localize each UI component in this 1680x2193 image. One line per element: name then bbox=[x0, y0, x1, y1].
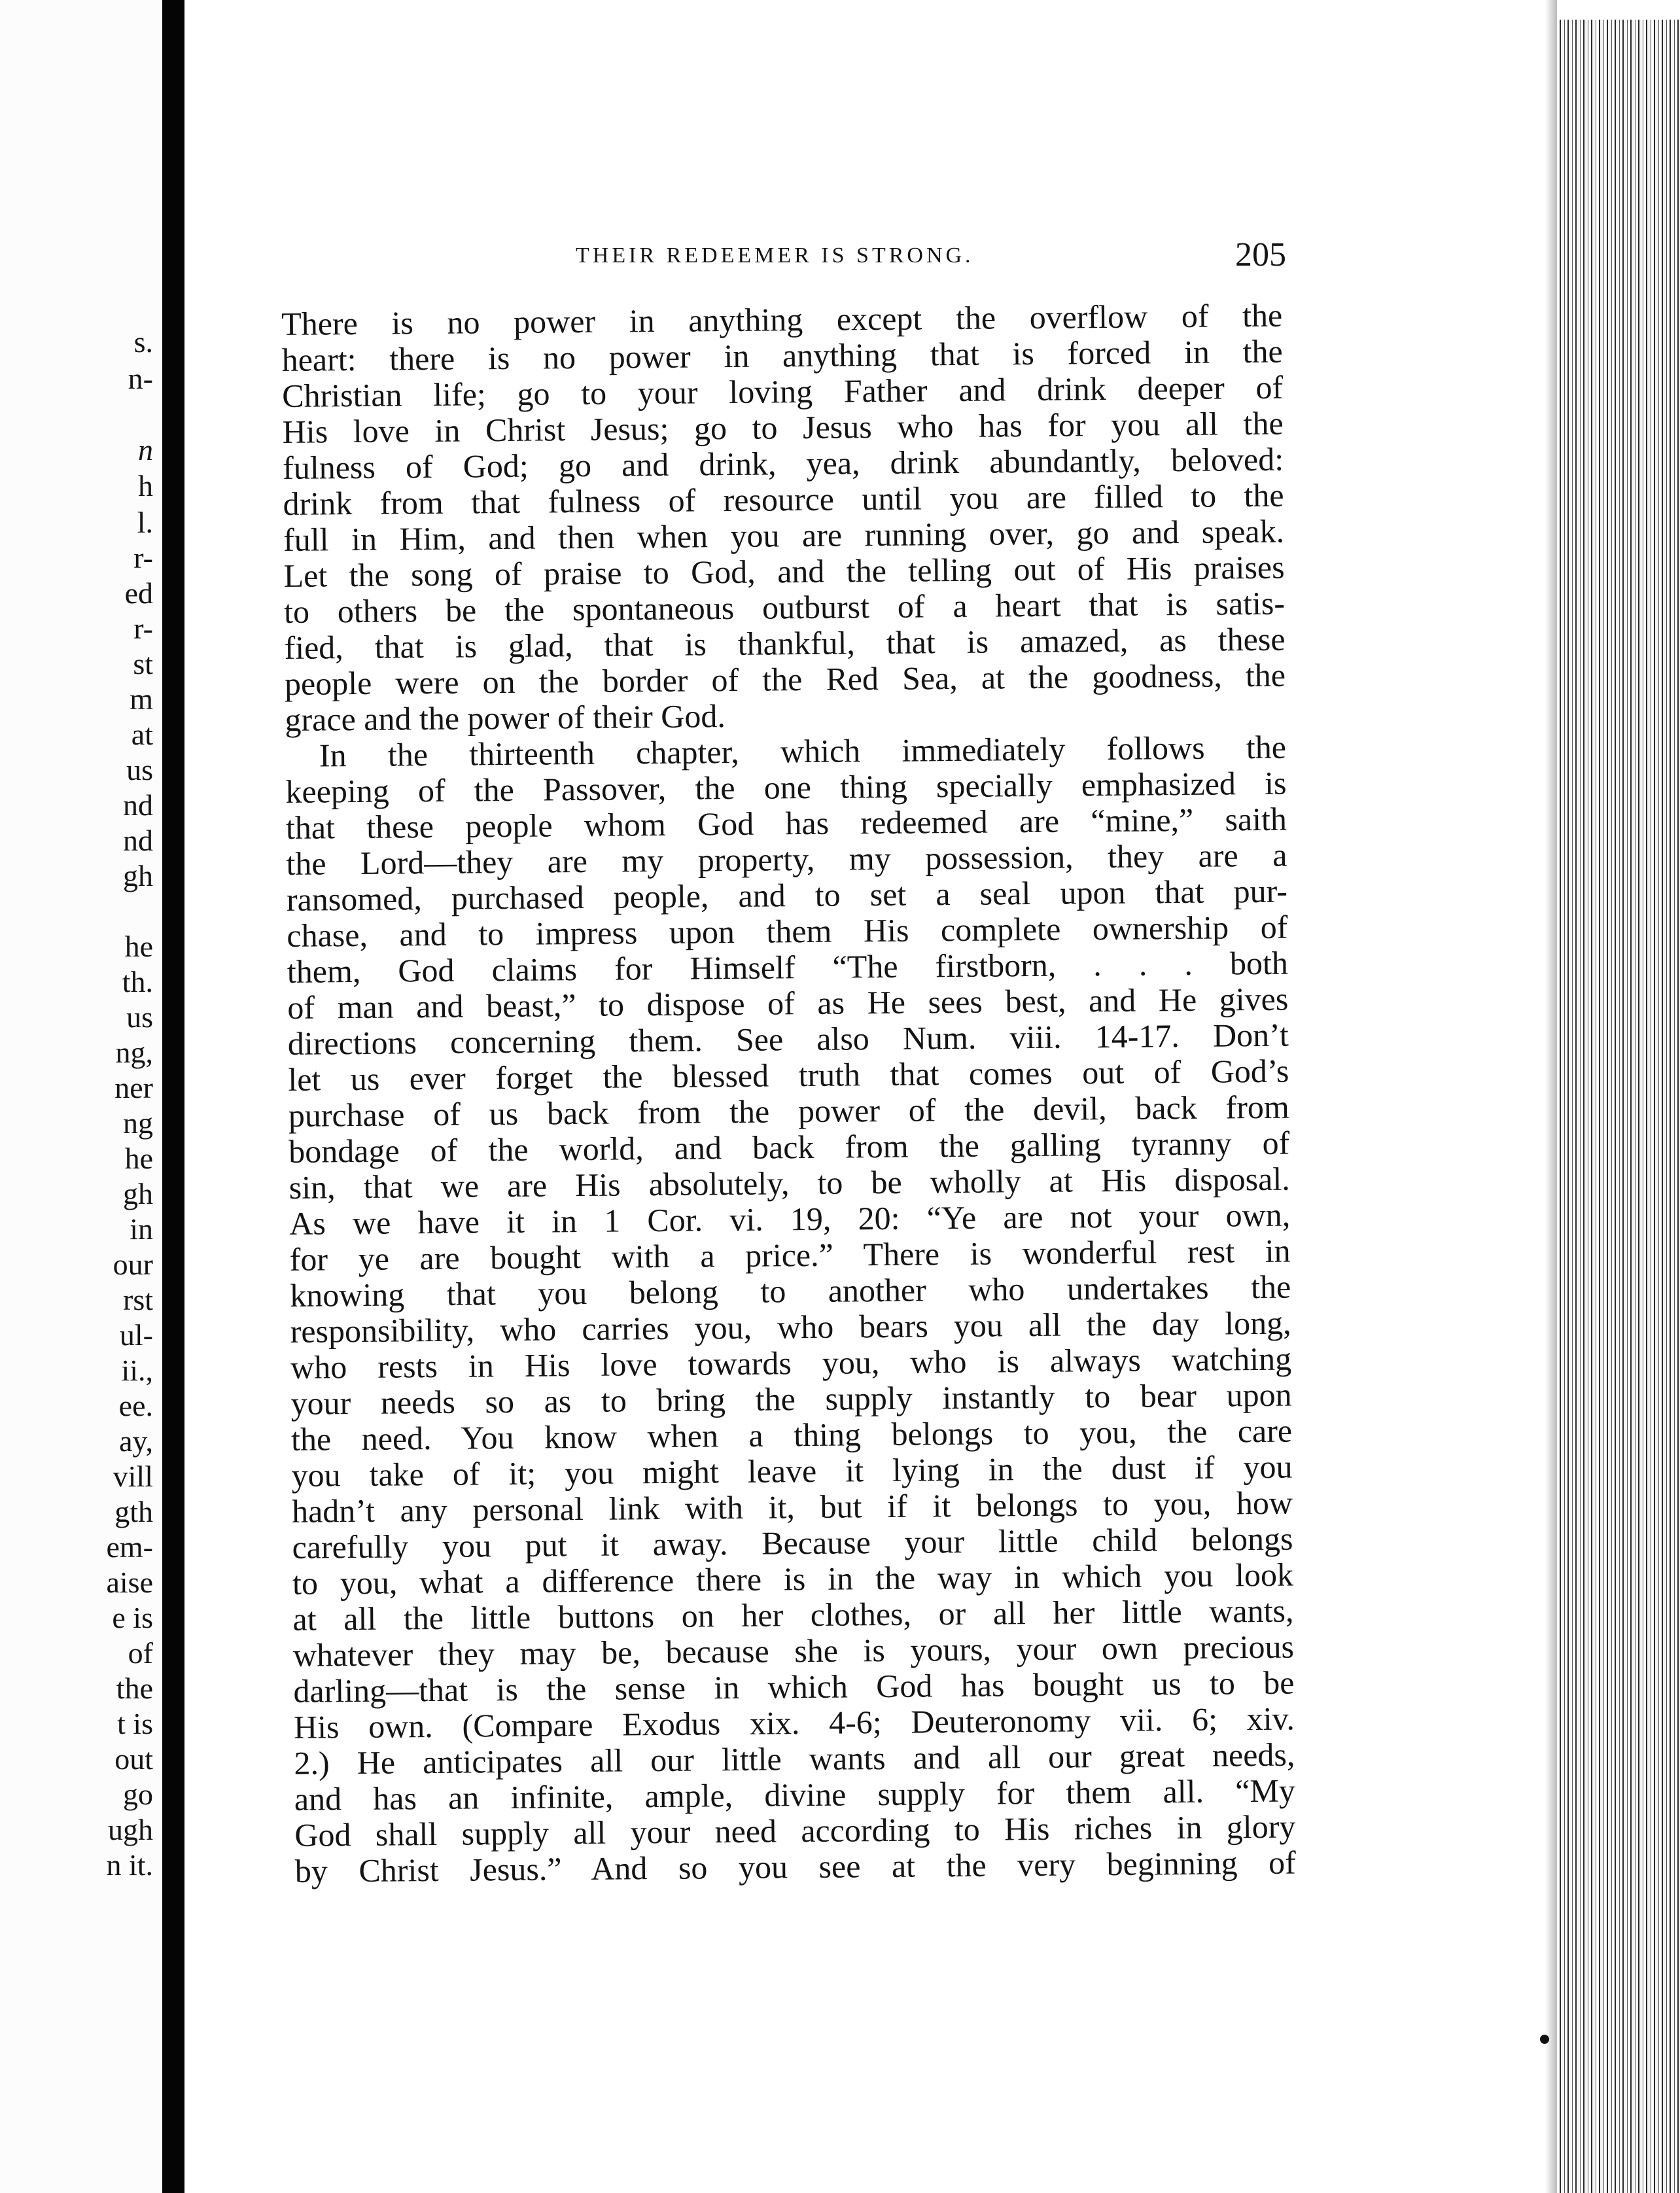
text-line: grace and the power of their God. bbox=[285, 697, 726, 738]
text-line: and has an infinite, ample, divine supply for them all. “My bbox=[294, 1772, 1296, 1817]
facing-line: m bbox=[130, 682, 153, 716]
text-line: God shall supply all your need according to His riches in glory bbox=[294, 1808, 1296, 1853]
facing-line: r- bbox=[133, 541, 153, 574]
text-line: for ye are bought with a price.” There is wonderful rest in bbox=[289, 1232, 1291, 1278]
facing-line: h bbox=[138, 469, 153, 502]
text-line: to you, what a difference there is in the way in which you look bbox=[292, 1556, 1294, 1602]
text-line: darling—that is the sense in which God has bought us to be bbox=[293, 1664, 1295, 1710]
facing-line: rst bbox=[123, 1283, 153, 1316]
text-line: fied, that is glad, that is thankful, that is amazed, as these bbox=[284, 620, 1286, 666]
running-header: THEIR REDEEMER IS STRONG. bbox=[576, 243, 974, 268]
facing-line: em- bbox=[106, 1530, 153, 1564]
facing-line: ng, bbox=[115, 1036, 153, 1069]
facing-line: ugh bbox=[108, 1813, 153, 1846]
text-line: to others be the spontaneous outburst of a heart that is satis- bbox=[283, 584, 1286, 630]
text-line: Let the song of praise to God, and the telling out of His praises bbox=[283, 548, 1285, 594]
facing-line: gth bbox=[114, 1495, 153, 1528]
facing-line: vill bbox=[113, 1460, 153, 1493]
facing-line: n- bbox=[128, 362, 153, 395]
text-line: them, God claims for Himself “The firstborn, . . . both bbox=[287, 944, 1289, 990]
text-line: at all the little buttons on her clothes, or all her little wants, bbox=[292, 1592, 1294, 1638]
facing-line: r- bbox=[133, 612, 153, 645]
text-line: keeping of the Passover, the one thing specially emphasized is bbox=[285, 764, 1287, 810]
text-line: responsibility, who carries you, who bears you all the day long, bbox=[290, 1304, 1291, 1350]
text-line: bondage of the world, and back from the galling tyranny of bbox=[289, 1124, 1290, 1170]
facing-line: aise bbox=[106, 1566, 153, 1599]
text-line: you take of it; you might leave it lying in the dust if you bbox=[291, 1448, 1293, 1494]
facing-line: us bbox=[126, 753, 153, 786]
text-line: As we have it in 1 Cor. vi. 19, 20: “Ye are not your own, bbox=[289, 1196, 1291, 1242]
facing-line: go bbox=[123, 1778, 153, 1811]
text-line: knowing that you belong to another who undertakes the bbox=[289, 1268, 1291, 1314]
text-line: 2.) He anticipates all our little wants and all our great needs, bbox=[294, 1736, 1295, 1781]
text-line: by Christ Jesus.” And so you see at the very beginning of bbox=[294, 1844, 1297, 1889]
text-line: of man and beast,” to dispose of as He sees best, and He gives bbox=[287, 980, 1289, 1026]
text-line: drink from that fulness of resource until you are filled to the bbox=[283, 476, 1284, 522]
text-line: who rests in His love towards you, who is always watching bbox=[290, 1340, 1292, 1386]
book-gutter bbox=[162, 0, 184, 2193]
text-line: full in Him, and then when you are running over, go and speak. bbox=[283, 512, 1285, 558]
facing-line: th. bbox=[122, 965, 153, 998]
facing-line: ay, bbox=[119, 1424, 153, 1458]
page-edge-mark bbox=[1540, 2035, 1549, 2044]
facing-line: e is bbox=[112, 1601, 153, 1634]
page-stack-edges bbox=[1557, 20, 1680, 2193]
facing-line: n bbox=[138, 433, 153, 466]
text-line: ransomed, purchased people, and to set a seal upon that pur- bbox=[286, 872, 1288, 918]
facing-line: out bbox=[114, 1742, 153, 1776]
text-line: hadn’t any personal link with it, but if it belongs to you, how bbox=[291, 1484, 1293, 1530]
text-line: His love in Christ Jesus; go to Jesus who has for you all the bbox=[282, 404, 1284, 450]
facing-line: n it. bbox=[106, 1848, 153, 1882]
facing-line: us bbox=[126, 1000, 153, 1034]
facing-line: ee. bbox=[118, 1389, 153, 1422]
text-line: your needs so as to bring the supply instantly to bear upon bbox=[290, 1376, 1292, 1422]
page-number: 205 bbox=[1235, 236, 1286, 273]
facing-line: ul- bbox=[119, 1318, 153, 1352]
facing-line: he bbox=[124, 1142, 153, 1175]
text-line: chase, and to impress upon them His complete ownership of bbox=[287, 908, 1288, 954]
text-line: that these people whom God has redeemed are “mine,” saith bbox=[285, 800, 1287, 846]
facing-line: at bbox=[131, 718, 153, 751]
facing-line: our bbox=[113, 1248, 153, 1281]
facing-page-fragment bbox=[0, 0, 162, 2193]
page-edge-shadow bbox=[1545, 0, 1557, 2193]
text-line: directions concerning them. See also Num. viii. 14-17. Don’t bbox=[287, 1016, 1289, 1062]
body-text bbox=[281, 298, 1296, 1889]
text-line: fulness of God; go and drink, yea, drink abundantly, beloved: bbox=[282, 440, 1284, 486]
facing-line: gh bbox=[123, 1177, 153, 1210]
text-line: people were on the border of the Red Sea, at the goodness, the bbox=[284, 656, 1286, 702]
text-line: In the thirteenth chapter, which immediately follows the bbox=[319, 728, 1287, 774]
text-line: His own. (Compare Exodus xix. 4-6; Deuteronomy vii. 6; xiv. bbox=[293, 1700, 1295, 1746]
facing-line: gh bbox=[123, 859, 153, 892]
facing-line: the bbox=[116, 1672, 153, 1705]
text-line: whatever they may be, because she is yours, your own precious bbox=[292, 1628, 1295, 1674]
text-line: the need. You know when a thing belongs to you, the care bbox=[290, 1412, 1293, 1458]
facing-line: ner bbox=[114, 1071, 153, 1104]
text-line: heart: there is no power in anything that is forced in the bbox=[281, 332, 1283, 378]
facing-line: st bbox=[133, 647, 153, 680]
facing-line: t is bbox=[117, 1707, 153, 1740]
facing-line: l. bbox=[137, 506, 153, 539]
facing-line: ii., bbox=[121, 1354, 153, 1387]
facing-line: in bbox=[130, 1212, 153, 1246]
text-line: There is no power in anything except the overflow of the bbox=[281, 296, 1283, 342]
facing-line: ed bbox=[124, 576, 153, 610]
text-line: sin, that we are His absolutely, to be wholly at His disposal. bbox=[289, 1160, 1290, 1206]
facing-line: nd bbox=[123, 824, 153, 857]
text-line: carefully you put it away. Because your little child belongs bbox=[292, 1520, 1293, 1566]
facing-line: he bbox=[124, 930, 153, 963]
facing-line: s. bbox=[133, 325, 153, 359]
facing-line: ng bbox=[123, 1106, 153, 1140]
text-line: purchase of us back from the power of the devil, back from bbox=[288, 1088, 1289, 1134]
text-line: the Lord—they are my property, my possession, they are a bbox=[286, 836, 1287, 882]
facing-line: nd bbox=[123, 788, 153, 822]
text-line: Christian life; go to your loving Father and drink deeper of bbox=[281, 368, 1284, 414]
text-line: let us ever forget the blessed truth that comes out of God’s bbox=[288, 1052, 1289, 1098]
facing-line: of bbox=[128, 1636, 153, 1670]
